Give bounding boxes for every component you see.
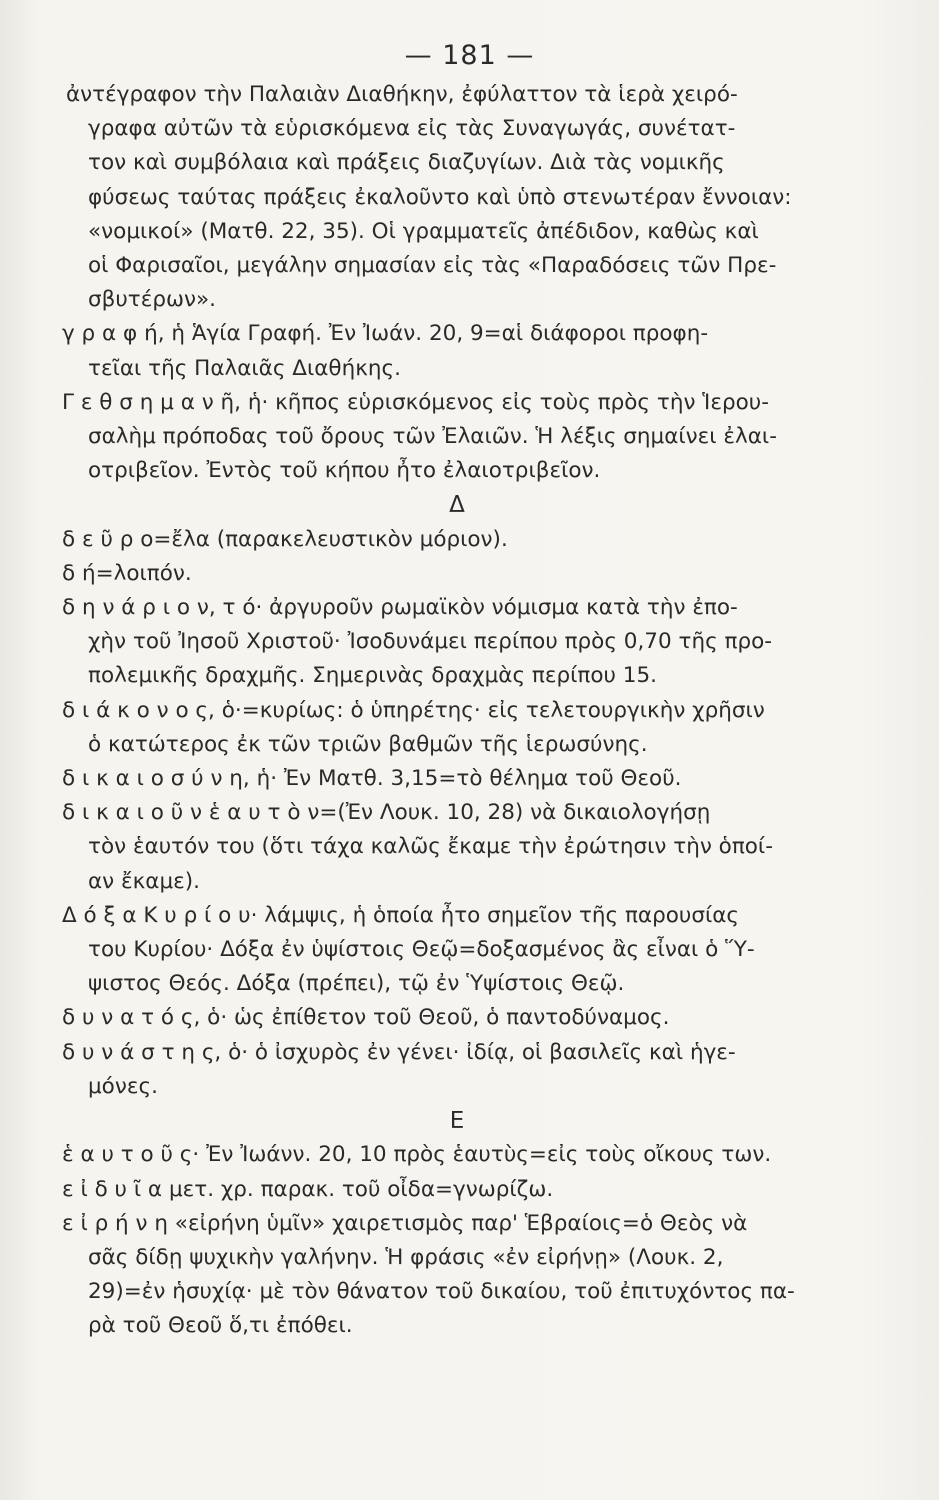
glossary-entry-line: δ ι κ α ι ο σ ύ ν η, ἡ· Ἐν Ματθ. 3,15=τὸ θέλημα τοῦ Θεοῦ. [62,766,682,792]
section-letter: Ε [449,1108,465,1135]
glossary-entry-line: δ η ν ά ρ ι ο ν, τ ό· ἀργυροῦν ρωμαϊκὸν νόμισμα κατὰ τὴν ἐπο- [62,595,738,621]
text-line: τὸν ἑαυτόν του (ὅτι τάχα καλῶς ἔκαμε τὴν ἐρώτησιν τὴν ὁποί- [88,834,773,860]
text-line: φύσεως ταύτας πράξεις ἐκαλοῦντο καὶ ὑπὸ στενωτέραν ἔννοιαν: [88,184,792,210]
page-number: — 181 — [404,40,535,71]
text-line: ρὰ τοῦ Θεοῦ ὅ,τι ἐπόθει. [88,1313,353,1339]
text-line: οἱ Φαρισαῖοι, μεγάλην σημασίαν εἰς τὰς «Παραδόσεις τῶν Πρε- [88,253,777,279]
glossary-entry-line: δ υ ν ά σ τ η ς, ὁ· ὁ ἰσχυρὸς ἐν γένει· ἰδίᾳ, οἱ βασιλεῖς καὶ ἡγε- [62,1039,736,1065]
glossary-entry-line: δ ε ῦ ρ ο=ἔλα (παρακελευστικὸν μόριον). [62,526,508,552]
glossary-entry-line: δ ή=λοιπόν. [62,560,192,586]
text-line: σβυτέρων». [88,287,217,313]
glossary-entry-line: ε ἰ δ υ ῖ α μετ. χρ. παρακ. τοῦ οἶδα=γνωρίζω. [62,1176,554,1202]
text-line: σαλὴμ πρόποδας τοῦ ὄρους τῶν Ἐλαιῶν. Ἡ λέξις σημαίνει ἐλαι- [88,424,777,450]
text-line: γραφα αὐτῶν τὰ εὑρισκόμενα εἰς τὰς Συναγωγάς, συνέτατ- [88,116,736,142]
glossary-entry-line: Γ ε θ σ η μ α ν ῆ, ἡ· κῆπος εὑρισκόμενος εἰς τοὺς πρὸς τὴν Ἱερου- [62,389,769,415]
glossary-entry-line: Δ ό ξ α Κ υ ρ ί ο υ· λάμψις, ἡ ὁποία ἦτο σημεῖον τῆς παρουσίας [62,902,740,928]
text-line: 29)=ἐν ἡσυχίᾳ· μὲ τὸν θάνατον τοῦ δικαίου, τοῦ ἐπιτυχόντος πα- [88,1279,795,1305]
glossary-text [62,78,852,1344]
text-line: «νομικοί» (Ματθ. 22, 35). Οἱ γραμματεῖς ἀπέδιδον, καθὼς καὶ [88,218,759,244]
text-line: αν ἔκαμε). [88,868,201,894]
text-line: ἀντέγραφον τὴν Παλαιὰν Διαθήκην, ἐφύλαττον τὰ ἱερὰ χειρό- [66,82,738,107]
text-line: του Κυρίου· Δόξα ἐν ὑψίστοις Θεῷ=δοξασμένος ἂς εἶναι ὁ Ὕ- [88,937,755,963]
text-line: ὁ κατώτερος ἐκ τῶν τριῶν βαθμῶν τῆς ἱερωσύνης. [88,731,648,757]
glossary-entry-line: δ ι ά κ ο ν ο ς, ὁ·=κυρίως: ὁ ὑπηρέτης· εἰς τελετουργικὴν χρῆσιν [62,697,765,723]
text-line: πολεμικῆς δραχμῆς. Σημερινὰς δραχμὰς περίπου 15. [88,663,657,689]
glossary-entry-line: ε ἰ ρ ή ν η «εἰρήνη ὑμῖν» χαιρετισμὸς παρ' Ἑβραίοις=ὁ Θεὸς νὰ [62,1210,748,1236]
text-line: τεῖαι τῆς Παλαιᾶς Διαθήκης. [88,355,401,381]
text-line: οτριβεῖον. Ἐντὸς τοῦ κήπου ἦτο ἐλαιοτριβεῖον. [88,458,601,484]
text-line: τον καὶ συμβόλαια καὶ πράξεις διαζυγίων. Διὰ τὰς νομικῆς [88,150,725,176]
text-line: χὴν τοῦ Ἰησοῦ Χριστοῦ· Ἰσοδυνάμει περίπου πρὸς 0,70 τῆς προ- [88,629,773,655]
text-line: μόνες. [88,1073,158,1099]
glossary-entry-line: ἑ α υ τ ο ῦ ς· Ἐν Ἰωάνν. 20, 10 πρὸς ἑαυτὺς=εἰς τοὺς οἴκους των. [62,1142,772,1168]
text-line: ψιστος Θεός. Δόξα (πρέπει), τῷ ἐν Ὑψίστοις Θεῷ. [88,971,625,997]
glossary-entry-line: δ υ ν α τ ό ς, ὁ· ὡς ἐπίθετον τοῦ Θεοῦ, ὁ παντοδύναμος. [62,1005,670,1031]
glossary-entry-line: γ ρ α φ ή, ἡ Ἁγία Γραφή. Ἐν Ἰωάν. 20, 9=αἱ διάφοροι προφη- [62,321,709,347]
glossary-entry-line: δ ι κ α ι ο ῦ ν ἑ α υ τ ὸ ν=(Ἐν Λουκ. 10, 28) νὰ δικαιολογήσῃ [62,800,711,826]
section-letter: Δ [449,492,465,519]
text-line: σᾶς δίδῃ ψυχικὴν γαλήνην. Ἡ φράσις «ἐν εἰρήνῃ» (Λουκ. 2, [88,1244,724,1270]
